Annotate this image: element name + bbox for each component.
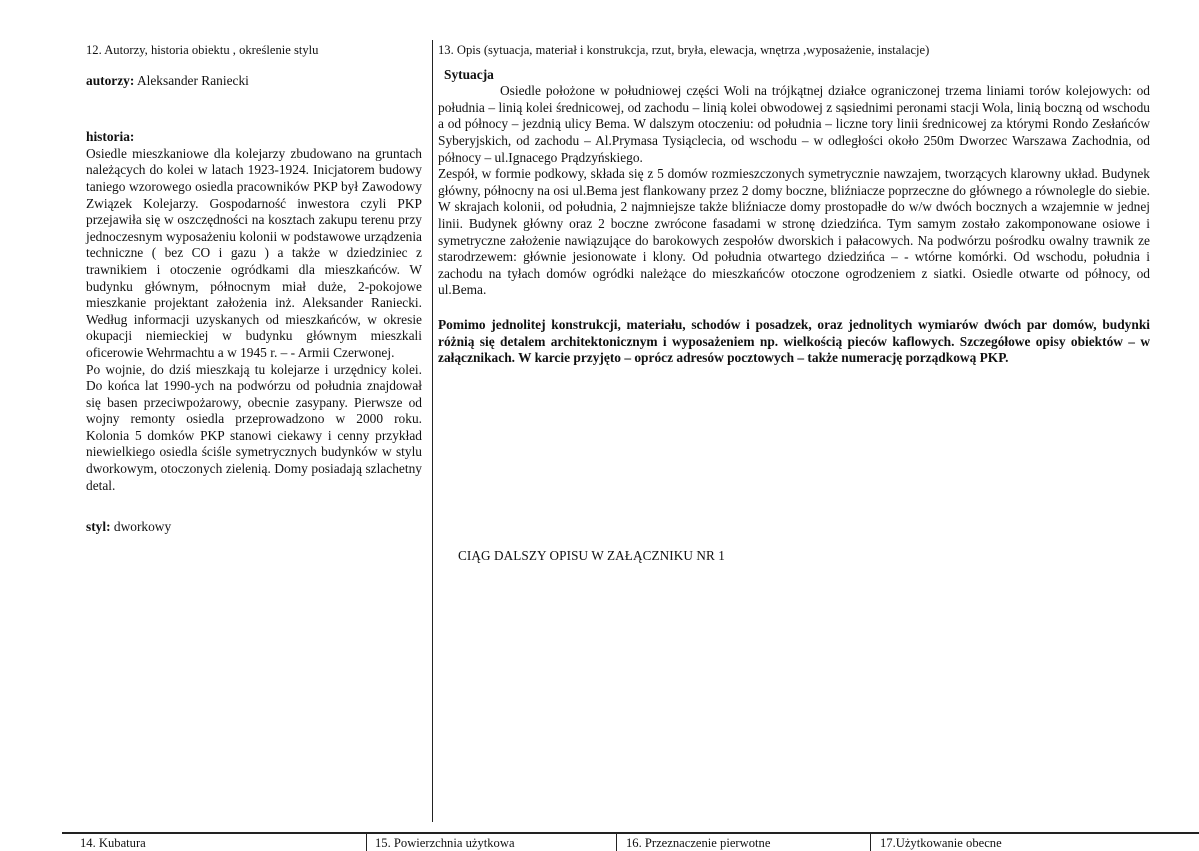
situation-paragraph-1: Osiedle położone w południowej części Woli na trójkątnej działce ograniczonej trzema liniami torów kolejowych: od południa – linią kolei średnicowej, od zachodu – linią kolei obwodowej z sąsiednimi peronami stacji Wola, linią boczną od wschodu a od północy – jezdnią ulicy Bema. W dalszym otoczeniu: od południa – liczne tory linii średnicowej za którymi Rondo Zesłańców Syberyjskich, od zachodu – Al.Prymasa Tysiąclecia, od wschodu – w odległości około 250m Dworzec Warszawa Zachodnia, od północy – ul.Ignacego Prądzyńskiego.	[438, 83, 1150, 165]
footer-table-top-border	[62, 832, 1199, 834]
style-label: styl:	[86, 519, 111, 535]
column-divider	[432, 40, 433, 822]
footer-cell-14: 14. Kubatura	[80, 836, 146, 850]
footer-separator	[366, 834, 367, 851]
left-column	[86, 42, 422, 536]
section-13-title: 13. Opis (sytuacja, materiał i konstrukcja, rzut, bryła, elewacja, wnętrza ,wyposażenie, instalacje)	[438, 43, 930, 57]
footer-cell-15: 15. Powierzchnia użytkowa	[375, 836, 515, 850]
style-value: dworkowy	[110, 519, 172, 535]
situation-label: Sytuacja	[444, 66, 494, 82]
continuation-note: CIĄG DALSZY OPISU W ZAŁĄCZNIKU NR 1	[458, 548, 726, 563]
history-paragraph-2: Po wojnie, do dziś mieszkają tu kolejarze i urzędnicy kolei. Do końca lat 1990-ych na podwórzu od południa znajdował się basen przeciwpożarowy, obecnie zasypany. Pierwsze od wojny remonty osiedla przeprowadzono w 2000 roku. Kolonia 5 domków PKP stanowi ciekawy i cenny przykład niewielkiego osiedla ściśle symetrycznych budynków w stylu dworkowym, otoczonych zielenią. Domy posiadają szlachetny detal.	[86, 361, 422, 493]
authors-label: autorzy:	[86, 72, 135, 88]
section-12-title: 12. Autorzy, historia obiektu , określenie stylu	[86, 43, 319, 57]
footer-cell-16: 16. Przeznaczenie pierwotne	[626, 836, 771, 850]
situation-paragraph-2: Zespół, w formie podkowy, składa się z 5 domów rozmieszczonych symetrycznie nawzajem, tworzących klarowny układ. Budynek główny, północny na osi ul.Bema jest flankowany przez 2 domy boczne, bliźniacze poprzeczne do głównego a równolegle do siebie. W skrajach kolonii, od południa, 2 najmniejsze także bliźniacze domy prostopadłe do w/w dwóch bocznych a wzajemnie w jednej linii. Budynek główny oraz 2 boczne zwrócone fasadami w stronę dziedzińca. Tym samym zostało zakomponowane osiowe i symetryczne założenie nawiązujące do barokowych zespołów dworskich i pałacowych. Na podwórzu pośrodku owalny trawnik ze starodrzewem: głównie jesionowate i klony. Od południa otwartego dziedzińca – - wtórne komórki. Od wschodu, południa i zachodu na tyłach domów ogródki należące do mieszkańców otoczone ogrodzeniem z siatki. Osiedle otwarte od północy, od ul.Bema.	[438, 166, 1150, 298]
history-paragraph-1: Osiedle mieszkaniowe dla kolejarzy zbudowano na gruntach należących do kolei w latach 1923-1924. Inicjatorem budowy taniego wzorowego osiedla pracowników PKP był Zawodowy Związek Kolejarzy. Gospodarność inwestora czyli PKP przejawiła się w oszczędności na kosztach zakupu terenu przy jednoczesnym wyposażeniu kolonii w podstawowe urządzenia techniczne ( bez CO i gazu ) a także w dziedziniec z trawnikiem i otoczenie ogródkami dla mieszkańców. W budynku głównym, północnym miał duże, 2-pokojowe mieszkanie projektant założenia inż. Aleksander Raniecki. Według informacji uzyskanych od mieszkańców, w okresie okupacji niemieckiej w budynku głównym mieszkali oficerowie Wehrmachtu a w 1945 r. – - Armii Czerwonej.	[86, 145, 422, 360]
authors-value: Aleksander Raniecki	[134, 72, 249, 88]
history-label: historia:	[86, 129, 135, 145]
footer-cell-17: 17.Użytkowanie obecne	[880, 836, 1002, 850]
construction-note: Pomimo jednolitej konstrukcji, materiału, schodów i posadzek, oraz jednolitych wymiarów dwóch par domów, budynki różnią się detalem architektonicznym i wyposażeniem np. wielkością pieców kaflowych. Szczegółowe opisy obiektów – w załącznikach. W karcie przyjęto – oprócz adresów pocztowych – także numerację porządkową PKP.	[438, 316, 1150, 366]
authors-line	[86, 73, 422, 90]
right-column	[438, 42, 1150, 367]
style-line	[86, 519, 422, 536]
footer-separator	[870, 834, 871, 851]
footer-separator	[616, 834, 617, 851]
